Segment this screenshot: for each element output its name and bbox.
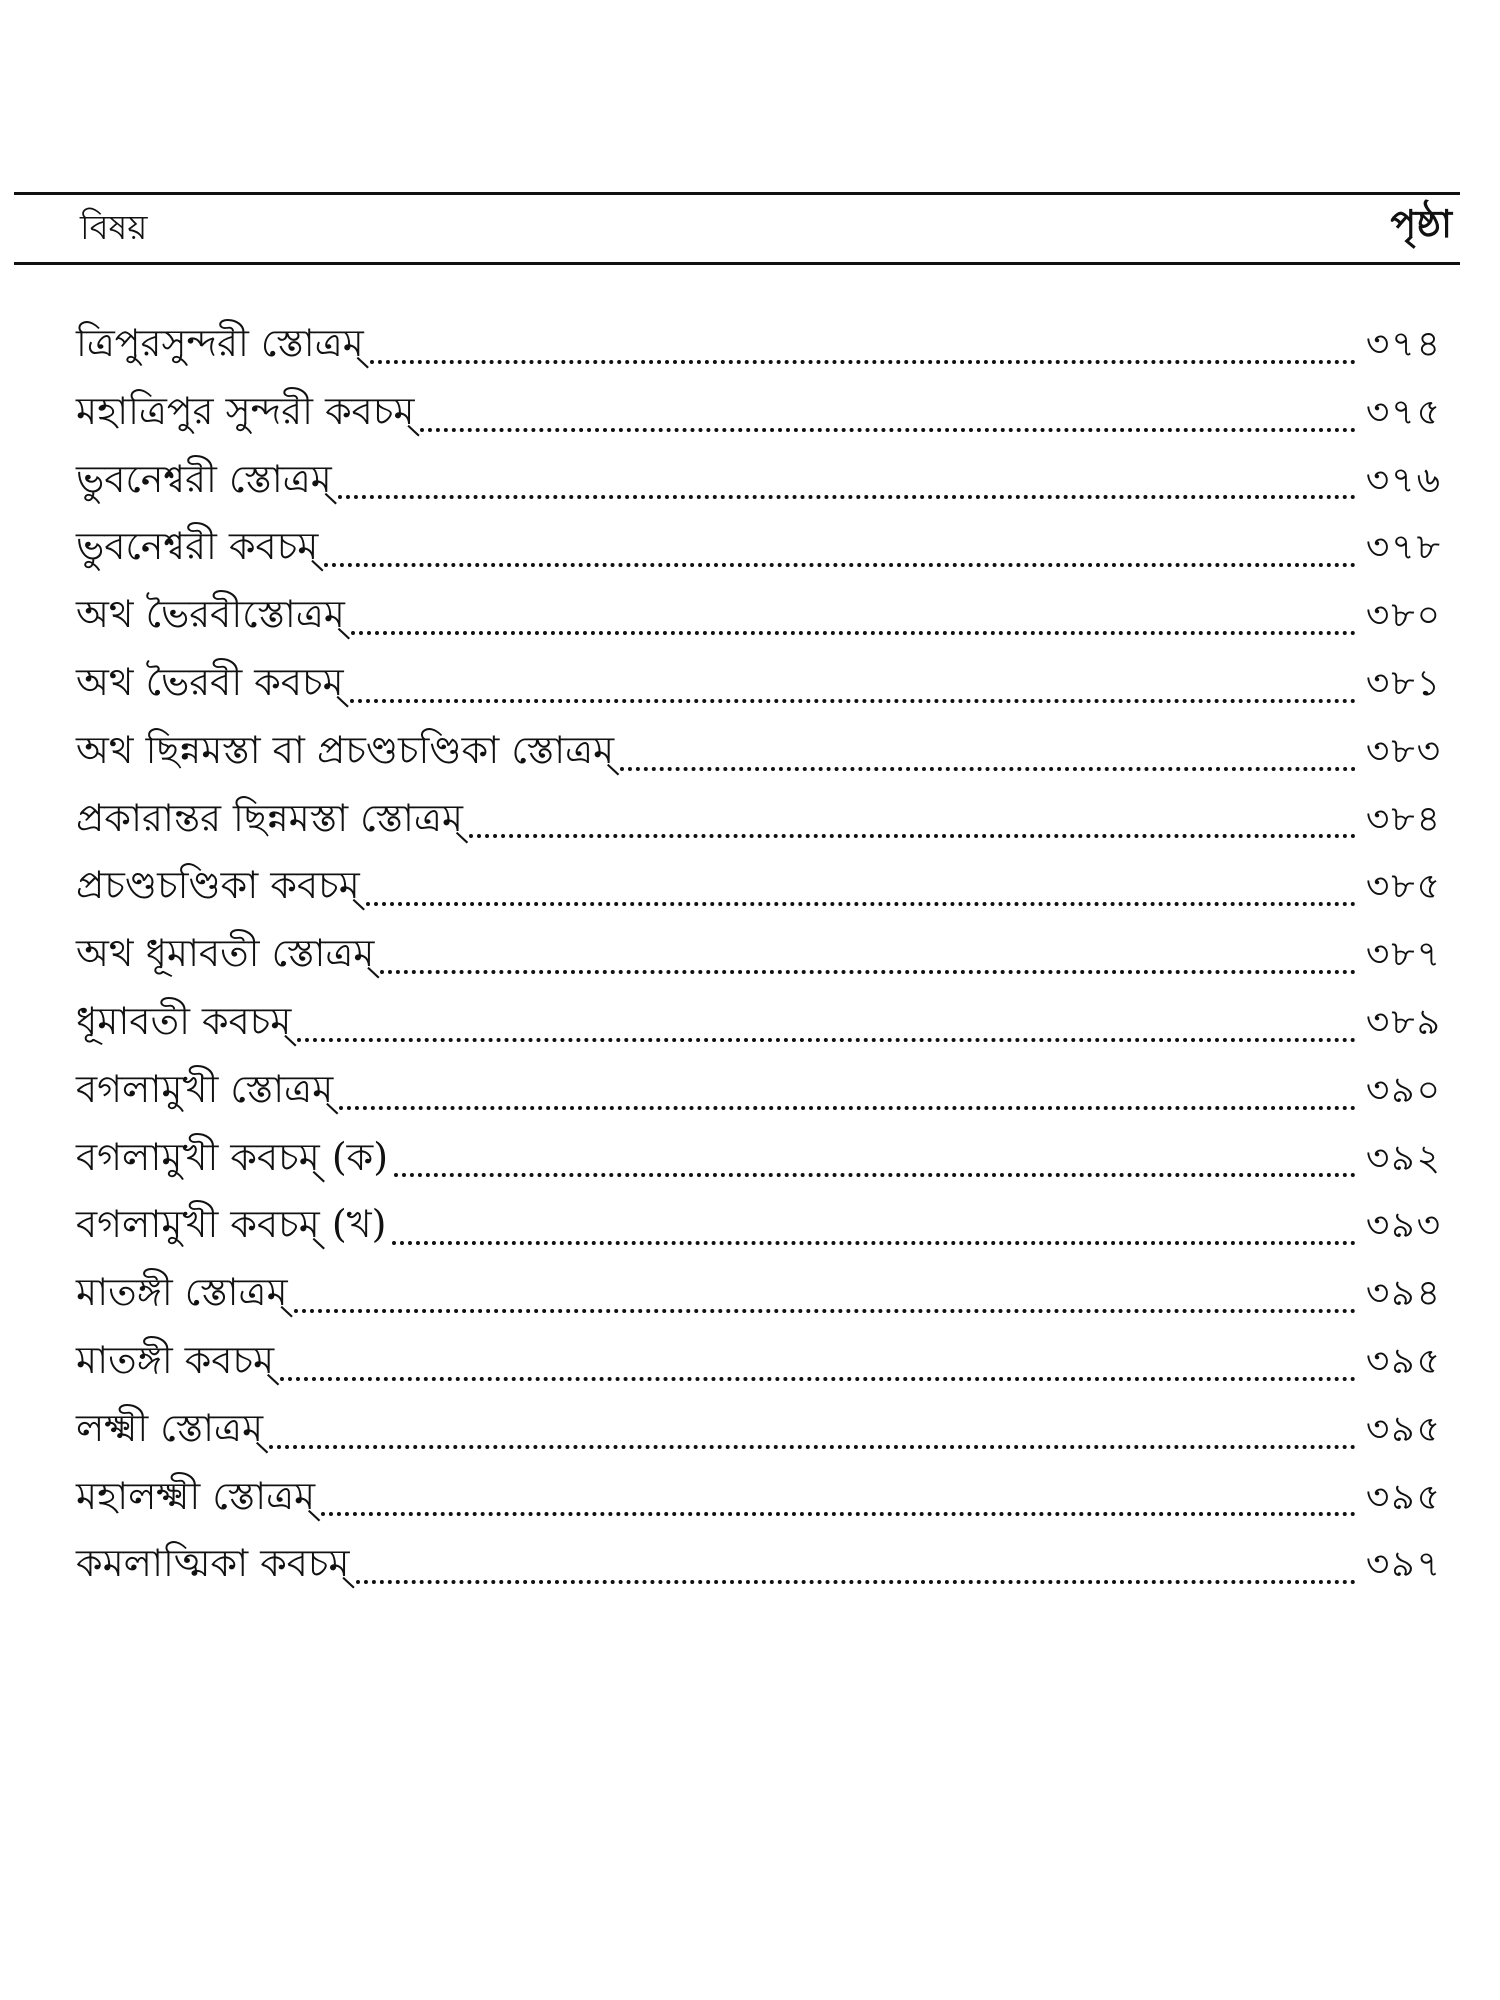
entry-page-number: ৩৯৫: [1365, 1408, 1442, 1450]
entry-page-number: ৩৮৯: [1365, 1001, 1442, 1043]
toc-entry: [76, 793, 1442, 861]
entry-page-number: ৩৭৪: [1365, 324, 1442, 365]
entry-page-number: ৩৮৭: [1365, 934, 1442, 976]
toc-entry: [76, 318, 1442, 386]
dot-leader: [392, 1241, 1355, 1245]
entry-title: প্রচণ্ডচণ্ডিকা কবচম্: [76, 863, 360, 908]
dot-leader: [394, 1173, 1356, 1177]
toc-entry: [76, 589, 1442, 657]
entry-page-number: ৩৭৬: [1365, 459, 1442, 501]
entry-title: অথ ধূমাবতী স্তোত্রম্: [76, 931, 375, 976]
entry-title: মহাত্রিপুর সুন্দরী কবচম্: [76, 388, 415, 433]
entry-title: বগলামুখী স্তোত্রম্: [76, 1066, 334, 1111]
toc-entry: [76, 1471, 1442, 1539]
dot-leader: [351, 631, 1356, 635]
entry-title: অথ ছিন্নমস্তা বা প্রচণ্ডচণ্ডিকা স্তোত্রম্: [76, 727, 615, 772]
entry-page-number: ৩৯৭: [1365, 1544, 1442, 1586]
toc-entry: [76, 725, 1442, 793]
dot-leader: [420, 428, 1355, 432]
entry-title: লক্ষ্মী স্তোত্রম্: [76, 1405, 264, 1450]
page-header: পৃষ্ঠা: [1390, 201, 1452, 246]
dot-leader: [324, 563, 1356, 567]
entry-title: মাতঙ্গী স্তোত্রম্: [76, 1270, 288, 1315]
subject-header: বিষয়: [80, 208, 148, 248]
toc-entry: [76, 1132, 1442, 1200]
entry-page-number: ৩৭৮: [1365, 527, 1442, 569]
toc-entry: [76, 386, 1442, 454]
top-rule: [14, 192, 1460, 195]
dot-leader: [356, 1580, 1356, 1584]
dot-leader: [370, 360, 1356, 364]
entry-title: প্রকারান্তর ছিন্নমস্তা স্তোত্রম্: [76, 795, 463, 840]
entry-title: বগলামুখী কবচম্ (ক): [76, 1134, 389, 1179]
entry-title: মহালক্ষ্মী স্তোত্রম্: [76, 1473, 316, 1518]
entry-page-number: ৩৯২: [1365, 1137, 1442, 1179]
toc-entry: [76, 657, 1442, 725]
toc-entry: [76, 928, 1442, 996]
entry-page-number: ৩৯০: [1365, 1069, 1442, 1111]
dot-leader: [339, 1106, 1356, 1110]
entry-title: বগলামুখী কবচম্ (খ): [76, 1202, 387, 1247]
dot-leader: [321, 1512, 1356, 1516]
entry-page-number: ৩৭৫: [1365, 391, 1442, 433]
bottom-rule: [14, 262, 1460, 265]
dot-leader: [350, 699, 1356, 703]
dot-leader: [297, 1038, 1355, 1042]
entry-page-number: ৩৮৩: [1365, 730, 1442, 772]
dot-leader: [269, 1445, 1356, 1449]
entry-page-number: ৩৮১: [1365, 662, 1442, 704]
dot-leader: [294, 1309, 1356, 1313]
entry-page-number: ৩৮০: [1365, 595, 1442, 637]
entry-title: ধূমাবতী কবচম্: [76, 998, 292, 1043]
entry-title: মাতঙ্গী কবচম্: [76, 1337, 275, 1382]
toc-entry: [76, 1335, 1442, 1403]
toc-entry: [76, 1403, 1442, 1471]
toc-entry: [76, 454, 1442, 522]
dot-leader: [280, 1377, 1356, 1381]
entry-title: ত্রিপুরসুন্দরী স্তোত্রম্: [76, 321, 364, 365]
dot-leader: [366, 902, 1356, 906]
toc-entry: [76, 1199, 1442, 1267]
toc-entry-list: [76, 318, 1442, 1606]
entry-title: ভুবনেশ্বরী স্তোত্রম্: [76, 456, 332, 501]
entry-page-number: ৩৯৫: [1365, 1340, 1442, 1382]
dot-leader: [469, 834, 1356, 838]
entry-page-number: ৩৯৫: [1365, 1476, 1442, 1518]
entry-page-number: ৩৯৩: [1365, 1205, 1442, 1247]
entry-page-number: ৩৮৪: [1365, 798, 1442, 840]
toc-entry: [76, 1538, 1442, 1606]
entry-title: ভুবনেশ্বরী কবচম্: [76, 524, 319, 569]
dot-leader: [338, 495, 1356, 499]
toc-entry: [76, 1267, 1442, 1335]
toc-entry: [76, 860, 1442, 928]
toc-entry: [76, 1064, 1442, 1132]
toc-entry: [76, 996, 1442, 1064]
toc-entry: [76, 521, 1442, 589]
dot-leader: [620, 767, 1356, 771]
entry-page-number: ৩৮৫: [1365, 866, 1442, 908]
entry-title: অথ ভৈরবী কবচম্: [76, 659, 344, 704]
entry-title: অথ ভৈরবীস্তোত্রম্: [76, 592, 345, 637]
entry-page-number: ৩৯৪: [1365, 1273, 1442, 1315]
dot-leader: [380, 970, 1355, 974]
entry-title: কমলাত্মিকা কবচম্: [76, 1541, 350, 1586]
